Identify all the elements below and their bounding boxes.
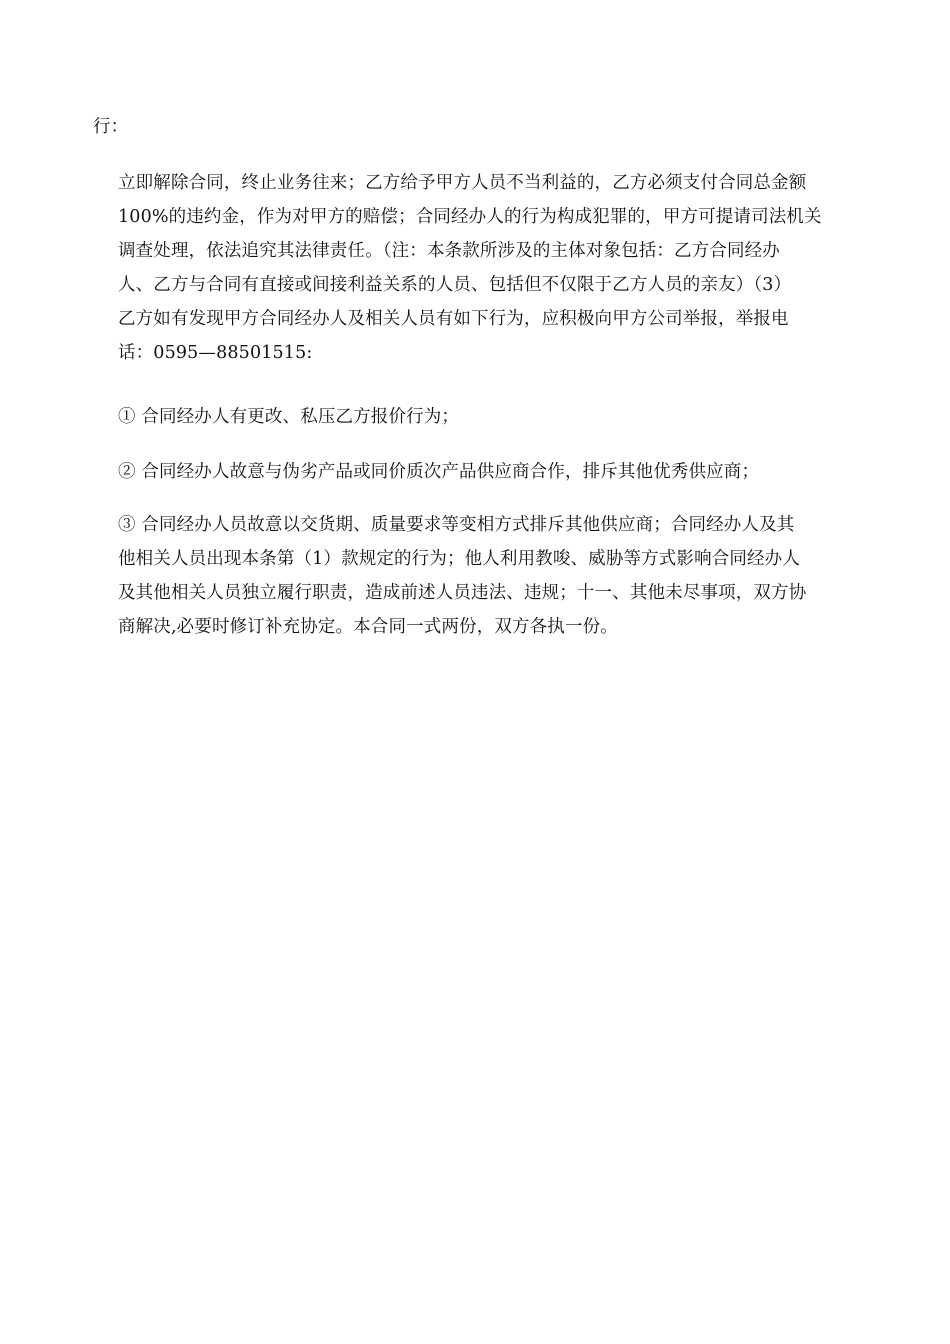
list-item-2: ② 合同经办人故意与伪劣产品或同价质次产品供应商合作，排斥其他优秀供应商； — [118, 462, 760, 482]
paragraph-line: 话：0595—88501515: — [118, 343, 313, 363]
list-item-line: 商解决,必要时修订补充协定。本合同一式两份，双方各执一份。 — [118, 617, 618, 637]
paragraph-line: 调查处理，依法追究其法律责任。（注：本条款所涉及的主体对象包括：乙方合同经办 — [118, 241, 780, 261]
paragraph-line: 立即解除合同，终止业务往来；乙方给予甲方人员不当利益的，乙方必须支付合同总金额 — [118, 173, 807, 193]
list-item-line: 他相关人员出现本条第（1）款规定的行为；他人利用教唆、威胁等方式影响合同经办人 — [118, 549, 800, 569]
list-item-line: ③ 合同经办人员故意以交货期、质量要求等变相方式排斥其他供应商；合同经办人及其 — [118, 515, 795, 535]
paragraph-line: 人、乙方与合同有直接或间接利益关系的人员、包括但不仅限于乙方人员的亲友）（3） — [118, 275, 792, 295]
paragraph-line: 100%的违约金，作为对甲方的赔偿；合同经办人的行为构成犯罪的，甲方可提请司法机关 — [118, 207, 822, 227]
list-item-line: 及其他相关人员独立履行职责，造成前述人员违法、违规；十一、其他未尽事项，双方协 — [118, 583, 807, 603]
heading-fragment: 行： — [93, 117, 129, 137]
list-item-1: ① 合同经办人有更改、私压乙方报价行为； — [118, 407, 460, 427]
paragraph-line: 乙方如有发现甲方合同经办人及相关人员有如下行为，应积极向甲方公司举报，举报电 — [118, 309, 789, 329]
